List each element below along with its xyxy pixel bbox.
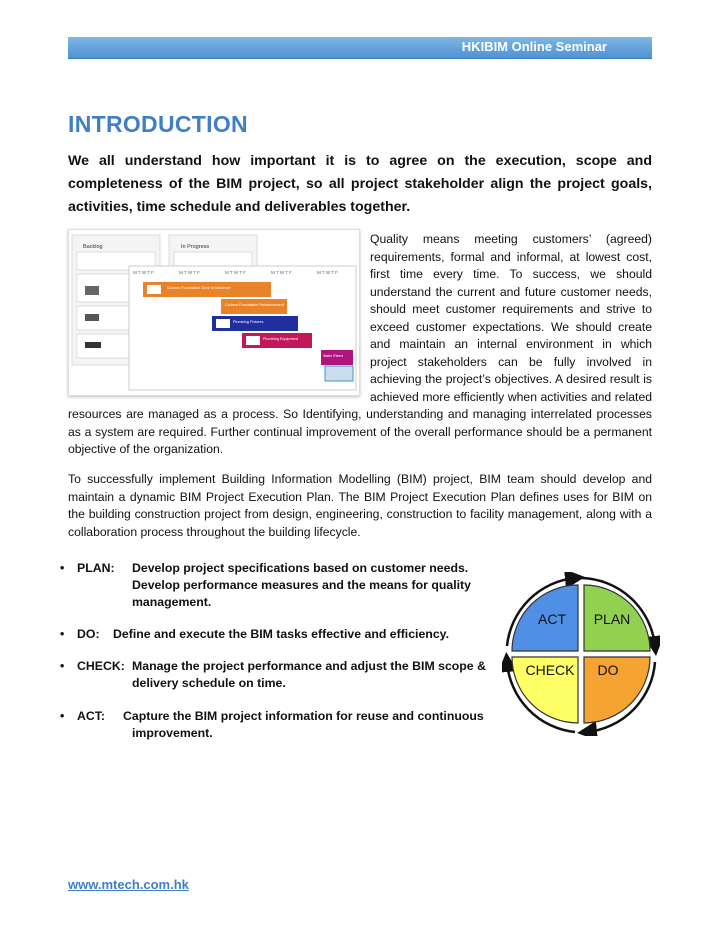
- bullet-text: management.: [132, 595, 212, 609]
- bim-plan-paragraph: To successfully implement Building Information Modelling (BIM) project, BIM team should develop and maintain a dynamic BIM Project Execution Plan. The BIM Project Execution Plan defines uses for BIM on the building construction project from design, engineering, construction to facility management, along with a collaboration process throughout the building lifecycle.: [68, 472, 652, 539]
- quality-paragraph: [68, 231, 652, 459]
- in-progress-label: In Progress: [181, 244, 210, 250]
- bullet-text: Develop project specifications based on customer needs.: [132, 561, 469, 575]
- act-label: ACT: [538, 611, 566, 627]
- page-title: INTRODUCTION: [68, 111, 248, 137]
- do-label: DO: [597, 662, 619, 678]
- weekday-header: M T W T F: [133, 270, 154, 275]
- pdca-cycle-diagram: [502, 572, 660, 736]
- bullet-text: delivery schedule on time.: [132, 676, 286, 690]
- task-label: Column Foundation Reinforcement: [225, 303, 284, 307]
- bullet-text: Develop performance measures and the means for quality: [132, 578, 471, 592]
- intro-paragraph: We all understand how important it is to agree on the execution, scope and completeness of the BIM project, so all project stakeholder align the project goals, activities, time schedule and deliverables together.: [68, 153, 652, 215]
- backlog-label: Backlog: [83, 244, 103, 250]
- figure-spacer: [68, 231, 370, 389]
- bullet-text: Define and execute the BIM tasks effective and efficiency.: [113, 627, 450, 641]
- header-title: HKIBIM Online Seminar: [461, 39, 607, 54]
- bullet-text: Manage the project performance and adjust the BIM scope &: [132, 659, 486, 673]
- quality-paragraph-text: Quality means meeting customers’ (agreed) requirements, formal and informal, at lowest cost, first time every time. To success, we should understand the current and future customer needs, should meet customer requirements and strive to exceed customer expectations. We should create and maintain an internal environment in which project stakeholders can be fully involved in achieving the project’s objectives. A desired result is achieved more efficiently when activities and related resources are managed as a process. So Identifying, understanding and managing interrelated processes as a system are required. Further continual improvement of the overall performance should be a permanent objective of the organization.: [68, 232, 652, 456]
- task-label: Column Foundation Zone of Influence: [167, 286, 231, 290]
- weekday-header: M T W T F: [317, 270, 338, 275]
- bullet-label: DO:: [77, 627, 100, 641]
- bullet-text: Capture the BIM project information for reuse and continuous: [123, 709, 484, 723]
- task-label: Water Risers: [323, 354, 344, 358]
- weekday-header: M T W T F: [179, 270, 200, 275]
- website-link[interactable]: www.mtech.com.hk: [68, 877, 189, 892]
- bullet-label: CHECK:: [77, 659, 125, 673]
- header-bar: [68, 37, 652, 59]
- bullet-label: PLAN:: [77, 561, 115, 575]
- bullet-text: improvement.: [132, 726, 213, 740]
- task-label: Plumbing Fixtures: [233, 320, 264, 324]
- pdca-cycle-svg: [502, 572, 660, 736]
- plan-label: PLAN: [593, 611, 631, 627]
- task-label: Plumbing Equipment: [263, 337, 299, 341]
- check-label: CHECK: [525, 662, 575, 678]
- weekday-header: M T W T F: [225, 270, 246, 275]
- bullet-label: ACT:: [77, 709, 106, 723]
- weekday-header: M T W T F: [271, 270, 292, 275]
